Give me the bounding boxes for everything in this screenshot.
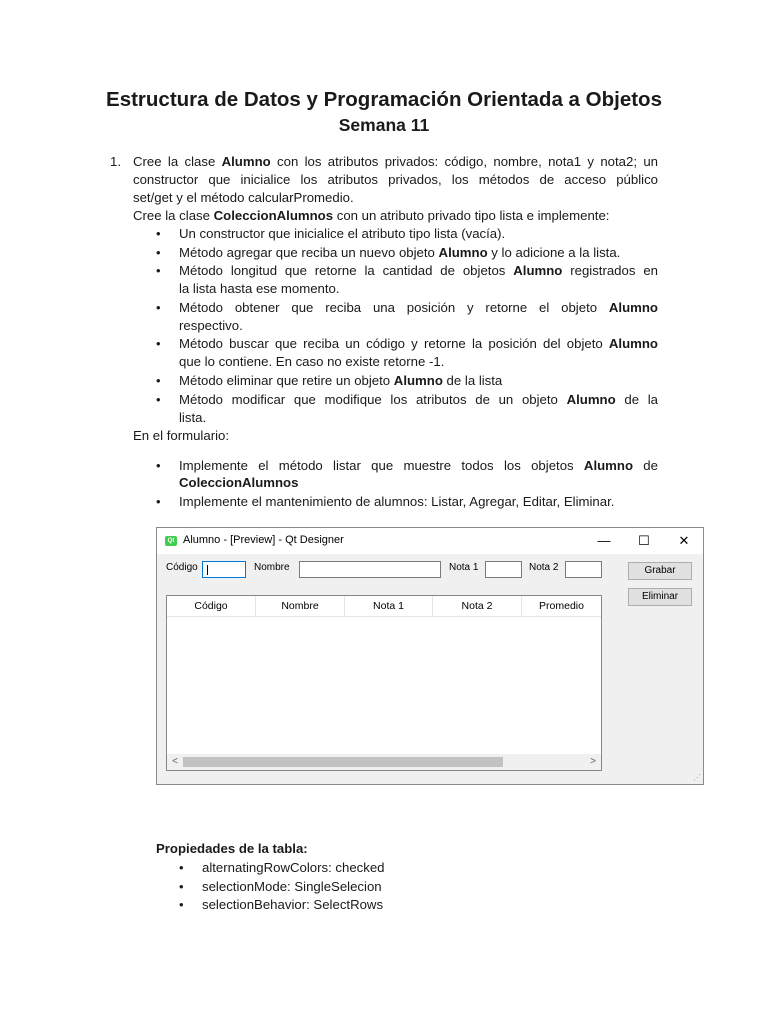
bullet-modificar: Método modificar que modifique los atributos de un objeto Alumno de la — [179, 392, 658, 407]
bullet-icon: • — [156, 226, 161, 241]
horizontal-scrollbar[interactable] — [167, 754, 601, 770]
bullet-icon: • — [179, 879, 184, 894]
column-header-promedio[interactable]: Promedio — [539, 600, 584, 612]
scroll-left-icon[interactable]: < — [172, 756, 178, 767]
column-header-codigo[interactable]: Código — [167, 596, 256, 616]
item1-line3: set/get y el método calcularPromedio. — [133, 190, 354, 205]
window-titlebar — [157, 528, 703, 554]
text-cursor — [207, 565, 208, 575]
maximize-button[interactable]: ☐ — [638, 533, 650, 548]
scroll-right-icon[interactable]: > — [590, 756, 596, 767]
bullet-icon: • — [156, 300, 161, 315]
nota1-label: Nota 1 — [449, 562, 479, 573]
resize-grip-icon[interactable]: ⋰ — [693, 773, 701, 782]
item1-line1: Cree la clase Alumno con los atributos privados: código, nombre, nota1 y nota2; un — [133, 154, 658, 169]
bullet-agregar: Método agregar que reciba un nuevo objeto Alumno y lo adicione a la lista. — [179, 245, 621, 260]
bullet-obtener: Método obtener que reciba una posición y retorne el objeto Alumno — [179, 300, 658, 315]
bullet-constructor: Un constructor que inicialice el atributo tipo lista (vacía). — [179, 226, 506, 241]
nota1-input[interactable] — [485, 561, 522, 578]
grabar-button[interactable]: Grabar — [628, 562, 692, 580]
item1-line2: constructor que inicialice los atributos privados, los métodos de acceso público — [133, 172, 658, 187]
bullet-obtener-cont: respectivo. — [179, 318, 243, 333]
bullet-icon: • — [179, 897, 184, 912]
bullet-longitud: Método longitud que retorne la cantidad de objetos Alumno registrados en — [179, 263, 658, 278]
nota2-label: Nota 2 — [529, 562, 559, 573]
form-intro: En el formulario: — [133, 428, 230, 443]
property-item: selectionBehavior: SelectRows — [202, 897, 384, 912]
bullet-buscar: Método buscar que reciba un código y retorne la posición del objeto Alumno — [179, 336, 658, 351]
codigo-input[interactable] — [202, 561, 246, 578]
bullet-mantenimiento: Implemente el mantenimiento de alumnos: Listar, Agregar, Editar, Eliminar. — [179, 494, 615, 509]
bullet-buscar-cont: que lo contiene. En caso no existe retorne -1. — [179, 354, 445, 369]
list-number: 1. — [110, 154, 121, 169]
nota2-input[interactable] — [565, 561, 602, 578]
bullet-modificar-cont: lista. — [179, 410, 207, 425]
minimize-button[interactable]: — — [597, 533, 611, 548]
document-title: Estructura de Datos y Programación Orientada a Objetos — [106, 88, 662, 111]
bullet-icon: • — [156, 494, 161, 509]
close-button[interactable]: ✕ — [678, 533, 690, 548]
bullet-icon: • — [156, 373, 161, 388]
window-title: Alumno - [Preview] - Qt Designer — [183, 534, 344, 546]
bullet-icon: • — [156, 245, 161, 260]
nombre-label: Nombre — [254, 562, 290, 573]
bullet-icon: • — [156, 336, 161, 351]
column-header-nota1[interactable]: Nota 1 — [345, 596, 433, 616]
bullet-longitud-cont: la lista hasta ese momento. — [179, 281, 340, 296]
document-subtitle: Semana 11 — [338, 115, 430, 135]
property-item: selectionMode: SingleSelecion — [202, 879, 382, 894]
column-header-nombre[interactable]: Nombre — [256, 596, 345, 616]
qt-preview-window — [156, 527, 704, 785]
item1-line4: Cree la clase ColeccionAlumnos con un atributo privado tipo lista e implemente: — [133, 208, 610, 223]
bullet-icon: • — [156, 263, 161, 278]
scrollbar-thumb[interactable] — [183, 757, 503, 767]
property-item: alternatingRowColors: checked — [202, 860, 385, 875]
alumnos-table[interactable] — [166, 595, 602, 771]
qt-app-icon: Qt — [165, 536, 177, 546]
codigo-label: Código — [166, 562, 198, 573]
bullet-eliminar: Método eliminar que retire un objeto Alumno de la lista — [179, 373, 503, 388]
eliminar-button[interactable]: Eliminar — [628, 588, 692, 606]
bullet-listar-cont: ColeccionAlumnos — [179, 475, 299, 490]
bullet-listar: Implemente el método listar que muestre todos los objetos Alumno de — [179, 458, 658, 473]
table-header — [167, 596, 601, 617]
bullet-icon: • — [179, 860, 184, 875]
bullet-icon: • — [156, 392, 161, 407]
properties-heading: Propiedades de la tabla: — [156, 841, 308, 856]
column-header-nota2[interactable]: Nota 2 — [433, 596, 522, 616]
bullet-icon: • — [156, 458, 161, 473]
nombre-input[interactable] — [299, 561, 441, 578]
